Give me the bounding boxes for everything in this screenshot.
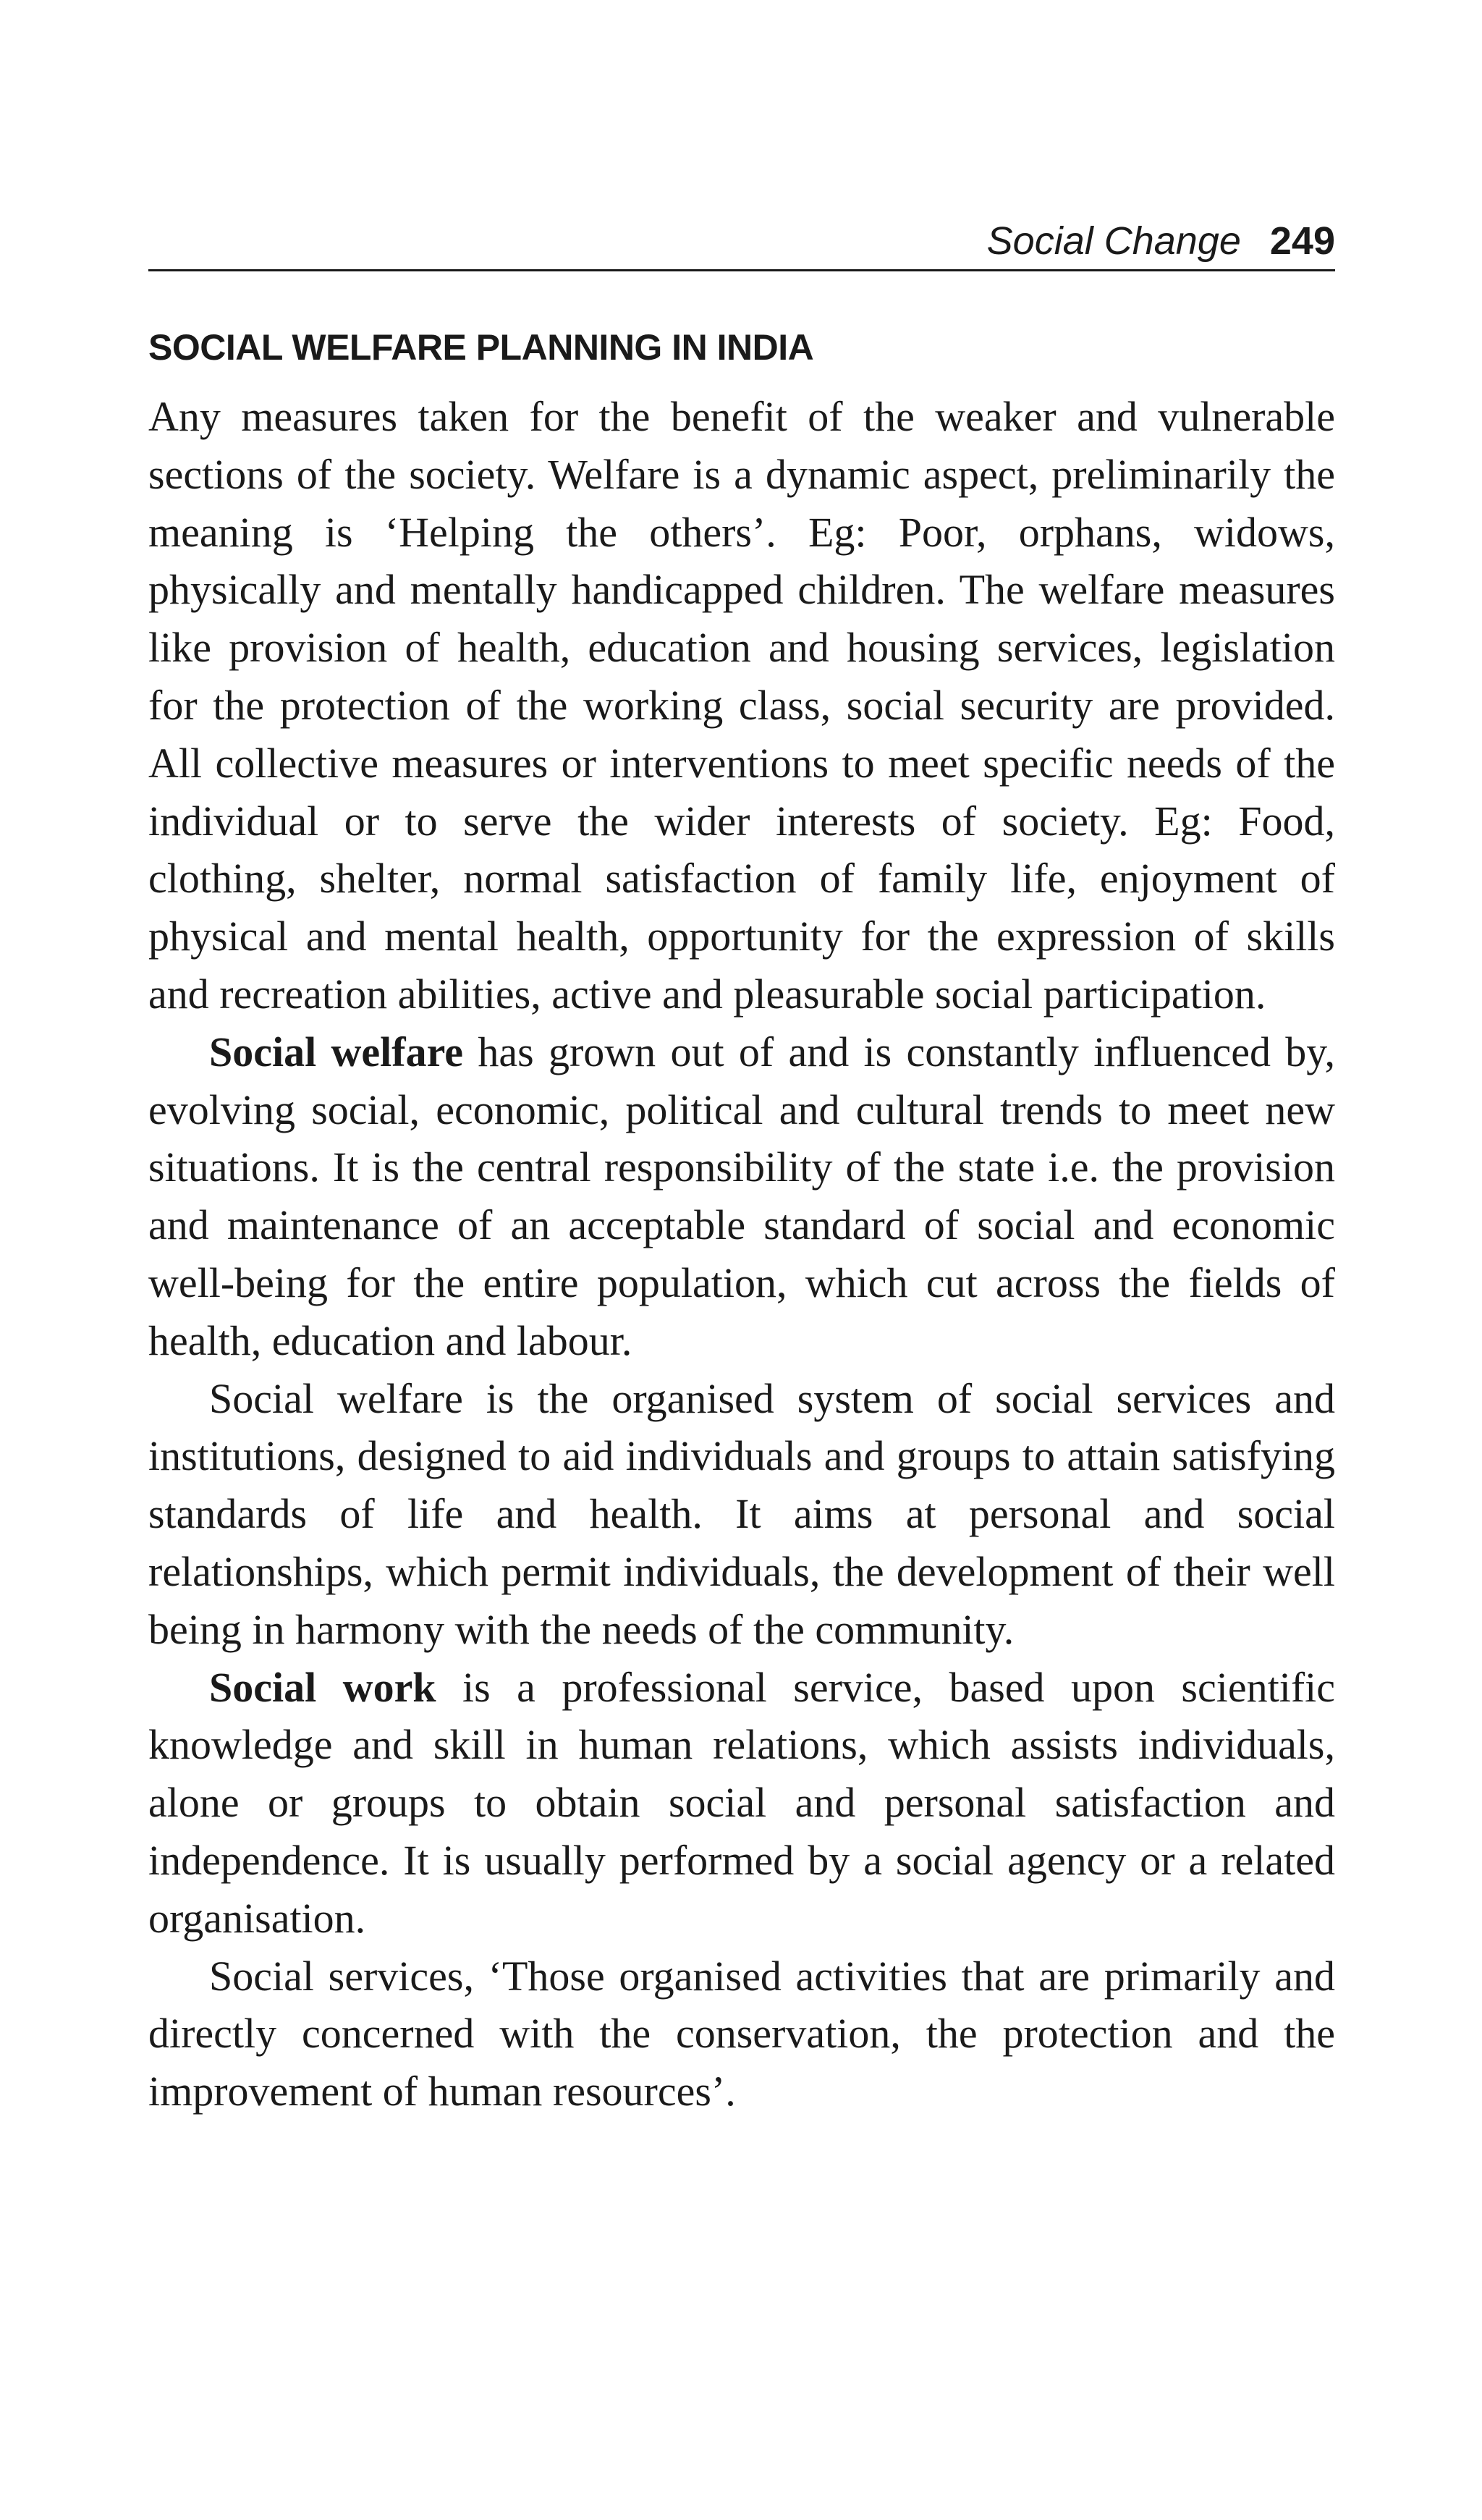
running-title: Social Change	[986, 219, 1241, 263]
paragraph-welfare-definition	[148, 388, 1335, 1023]
section-heading: SOCIAL WELFARE PLANNING IN INDIA	[148, 327, 814, 368]
paragraph-social-work	[148, 1659, 1335, 1948]
term-social-work: Social work	[209, 1663, 436, 1711]
header-rule	[148, 269, 1335, 271]
paragraph-organised-system	[148, 1370, 1335, 1659]
paragraph-social-services	[148, 1948, 1335, 2121]
paragraph-social-welfare	[148, 1023, 1335, 1370]
page-number: 249	[1269, 219, 1335, 263]
paragraph-text: Social services, ‘Those organised activities that are primarily and directly concerned with the conservation, the protection and the improvement of human resources’.	[148, 1952, 1335, 2115]
running-head	[148, 216, 1335, 266]
paragraph-text: has grown out of and is constantly influenced by, evolving social, economic, political and cultural trends to meet new situations. It is the central responsibility of the state i.e. the provision and maintenance of an acceptable standard of social and economic well-being for the entire population, which cut across the fields of health, education and labour.	[148, 1028, 1335, 1364]
term-social-welfare: Social welfare	[209, 1028, 464, 1075]
paragraph-text: Social welfare is the organised system of social services and institutions, designed to aid individuals and groups to attain satisfying standards of life and health. It aims at personal and social relationships, which permit individuals, the development of their well being in harmony with the needs of the community.	[148, 1374, 1335, 1653]
body-text	[148, 388, 1335, 2121]
paragraph-text: Any measures taken for the benefit of the weaker and vulnerable sections of the society. Welfare is a dynamic aspect, preliminarily the meaning is ‘Helping the others’. Eg: Poor, orphans, widows, physically and mentally handicapped children. The welfare measures like provision of health, education and housing services, legislation for the protection of the working class, social security are provided. All collective measures or interventions to meet specific needs of the individual or to serve the wider interests of society. Eg: Food, clothing, shelter, normal satisfaction of family life, enjoyment of physical and mental health, opportunity for the expression of skills and recreation abilities, active and pleasurable social participation.	[148, 393, 1335, 1018]
paragraph-text: is a professional service, based upon scientific knowledge and skill in human relations, which assists individuals, alone or groups to obtain social and personal satisfaction and independence. It is usually performed by a social agency or a related organisation.	[148, 1663, 1335, 1942]
